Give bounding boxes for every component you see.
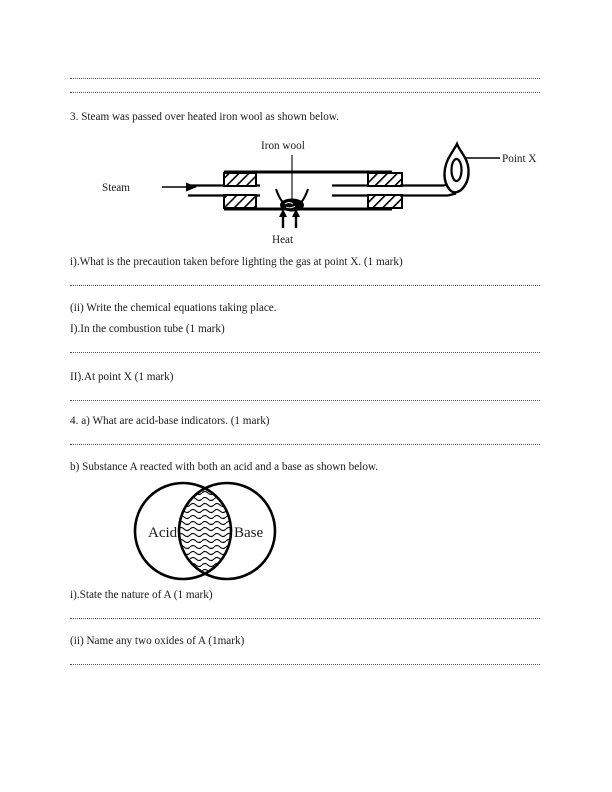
heat-arrows	[279, 209, 300, 228]
question-4-b-part-ii: (ii) Name any two oxides of A (1mark)	[70, 635, 245, 647]
question-3-part-ii: (ii) Write the chemical equations taking place.	[70, 302, 277, 314]
point-x-label: Point X	[502, 153, 537, 165]
apparatus-diagram	[100, 133, 540, 248]
question-3-part-ii-I: I).In the combustion tube (1 mark)	[70, 323, 225, 335]
question-4-part-b: b) Substance A reacted with both an acid and a base as shown below.	[70, 461, 379, 473]
answer-rule	[70, 664, 540, 666]
venn-diagram	[130, 478, 320, 586]
question-3-stem: 3. Steam was passed over heated iron wool as shown below.	[70, 111, 339, 123]
venn-intersection	[179, 489, 230, 574]
heat-label: Heat	[272, 234, 294, 246]
question-3-part-i: i).What is the precaution taken before lighting the gas at point X. (1 mark)	[70, 256, 403, 268]
answer-rule	[70, 352, 540, 354]
right-stopper-hatched	[368, 173, 402, 208]
left-stopper-hatched	[224, 173, 256, 208]
question-4-b-part-i: i).State the nature of A (1 mark)	[70, 589, 213, 601]
answer-rule	[70, 444, 540, 446]
steam-inlet-arrow	[162, 183, 197, 192]
answer-rule	[70, 285, 540, 287]
answer-rule	[70, 400, 540, 402]
answer-rule	[70, 92, 540, 94]
answer-rule	[70, 618, 540, 620]
iron-wool-label: Iron wool	[261, 140, 305, 152]
flame-at-point-x	[444, 144, 468, 192]
venn-label-acid: Acid	[148, 525, 178, 541]
question-3-part-ii-II: II).At point X (1 mark)	[70, 371, 174, 383]
question-4-part-a: 4. a) What are acid-base indicators. (1 mark)	[70, 415, 270, 427]
steam-label: Steam	[102, 182, 130, 194]
answer-rule	[70, 78, 540, 80]
venn-label-base: Base	[234, 525, 264, 541]
